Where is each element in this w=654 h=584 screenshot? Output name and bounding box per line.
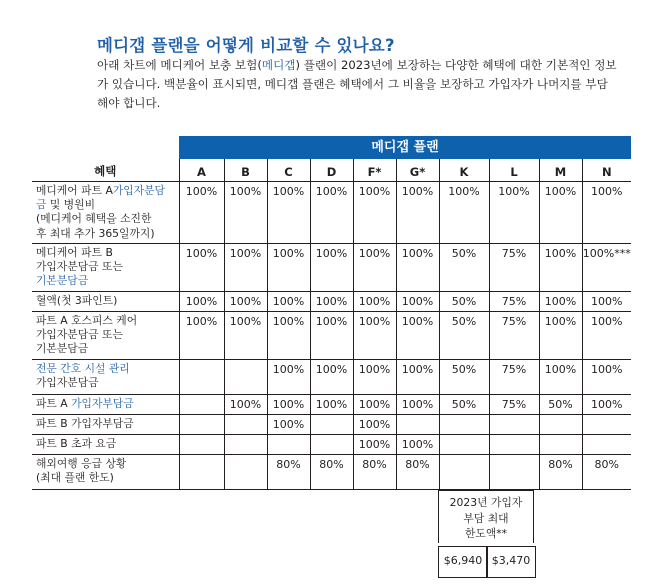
coverage-cell [224, 454, 267, 489]
coverage-cell: 100% [353, 359, 396, 394]
coverage-cell: 100% [539, 244, 582, 292]
plan-header: L [489, 159, 539, 182]
coverage-cell: 100% [582, 292, 631, 312]
coverage-cell: 100% [267, 414, 310, 434]
comparison-table [32, 159, 631, 490]
intro-text-2: ) 플랜이 2023년에 보장하는 다양한 혜택에 대한 기본적인 정보가 있습니다. 백분율이 표시되면, 메디갭 플랜은 혜택에서 그 비율을 보장하고 가입자가 나머지를 부담해야 합니다. [97, 58, 617, 110]
benefit-label [32, 394, 179, 414]
benefit-label [32, 434, 179, 454]
plan-header: B [224, 159, 267, 182]
coverage-cell: 100% [539, 359, 582, 394]
intro-text-1: 아래 차트에 메디케어 보충 보험( [97, 58, 262, 72]
coverage-cell: 75% [489, 312, 539, 360]
benefit-label-part: 기본분담금 [36, 342, 89, 356]
coverage-cell: 100% [353, 312, 396, 360]
plans-banner: 메디갭 플랜 [179, 136, 631, 159]
coverage-cell [582, 414, 631, 434]
coverage-cell: 100% [353, 394, 396, 414]
benefit-label-part: 가입자분담금 또는 [36, 328, 123, 342]
oop-note-line: 한도액** [464, 527, 508, 540]
coverage-cell: 80% [353, 454, 396, 489]
coverage-cell: 100% [179, 292, 224, 312]
benefit-label-part: (메디케어 혜택을 소진한 [36, 212, 152, 226]
coverage-cell [539, 414, 582, 434]
coverage-cell: 100%*** [582, 244, 631, 292]
benefit-label [32, 244, 179, 292]
coverage-cell: 100% [353, 244, 396, 292]
coverage-cell: 75% [489, 244, 539, 292]
coverage-cell: 100% [267, 359, 310, 394]
benefit-label-part: 파트 A [36, 396, 72, 410]
benefit-label-part: 기본분담금 [36, 274, 89, 288]
coverage-cell: 100% [224, 312, 267, 360]
benefit-label-part: 메디케어 파트 A [36, 184, 113, 197]
benefit-label-part: 전문 간호 시설 관리 [36, 361, 130, 375]
coverage-cell: 50% [439, 394, 489, 414]
coverage-cell: 100% [310, 182, 353, 244]
coverage-cell: 100% [396, 312, 439, 360]
coverage-cell: 100% [224, 182, 267, 244]
coverage-cell: 100% [224, 244, 267, 292]
plan-header: A [179, 159, 224, 182]
coverage-cell: 100% [310, 359, 353, 394]
coverage-cell [489, 434, 539, 454]
oop-amount-k: $6,940 [438, 546, 488, 578]
coverage-cell: 100% [310, 394, 353, 414]
coverage-cell: 100% [539, 292, 582, 312]
coverage-cell: 100% [267, 182, 310, 244]
benefit-label [32, 182, 179, 244]
benefit-label-part: 파트 B 가입자부담금 [36, 416, 134, 430]
benefit-label-part: 및 병원비 [46, 198, 96, 212]
plan-header: F* [353, 159, 396, 182]
plan-header: G* [396, 159, 439, 182]
coverage-cell [582, 434, 631, 454]
benefit-row [32, 414, 631, 434]
benefit-label [32, 454, 179, 489]
coverage-cell: 100% [396, 434, 439, 454]
plan-header: D [310, 159, 353, 182]
benefit-label-part: 파트 A 호스피스 케어 [36, 314, 138, 327]
plan-header: N [582, 159, 631, 182]
coverage-cell: 100% [179, 312, 224, 360]
coverage-cell: 100% [396, 292, 439, 312]
page-title: 메디갭 플랜을 어떻게 비교할 수 있나요? [97, 36, 395, 55]
coverage-cell: 100% [539, 182, 582, 244]
coverage-cell: 100% [267, 312, 310, 360]
coverage-cell: 100% [267, 244, 310, 292]
benefit-row [32, 434, 631, 454]
coverage-cell: 100% [310, 244, 353, 292]
coverage-cell: 100% [267, 394, 310, 414]
benefit-row [32, 182, 631, 244]
coverage-cell: 100% [539, 312, 582, 360]
coverage-cell: 100% [582, 359, 631, 394]
coverage-cell: 80% [310, 454, 353, 489]
oop-note-line: 2023년 가입자 [449, 496, 523, 509]
intro-highlight: 메디갭 [261, 58, 296, 72]
coverage-cell: 100% [582, 394, 631, 414]
intro-paragraph [97, 56, 617, 113]
coverage-cell: 50% [439, 244, 489, 292]
benefit-header: 혜택 [32, 159, 179, 182]
benefit-label-part: 후 최대 추가 365일까지) [36, 226, 155, 240]
coverage-cell: 100% [439, 182, 489, 244]
coverage-cell: 100% [489, 182, 539, 244]
coverage-cell: 50% [539, 394, 582, 414]
coverage-cell [539, 434, 582, 454]
benefit-label-part: (최대 플랜 한도) [36, 470, 114, 484]
coverage-cell: 100% [353, 414, 396, 434]
benefit-label-part: 혈액(첫 3파인트) [36, 294, 118, 307]
benefit-label-part: 가입자분담금 [36, 184, 165, 212]
benefit-label [32, 359, 179, 394]
coverage-cell [179, 394, 224, 414]
coverage-cell: 75% [489, 394, 539, 414]
plan-header: M [539, 159, 582, 182]
coverage-cell: 80% [539, 454, 582, 489]
coverage-cell: 80% [267, 454, 310, 489]
coverage-cell: 50% [439, 292, 489, 312]
oop-note-line: 부담 최대 [463, 511, 509, 525]
benefit-row [32, 394, 631, 414]
oop-limit-note [438, 490, 534, 543]
coverage-cell [224, 434, 267, 454]
benefit-label [32, 414, 179, 434]
coverage-cell: 100% [582, 312, 631, 360]
benefit-label-part: 해외여행 응급 상황 [36, 456, 127, 470]
plan-header: C [267, 159, 310, 182]
coverage-cell: 75% [489, 292, 539, 312]
benefit-label-part: 가입자부담금 [71, 396, 134, 410]
coverage-cell [179, 434, 224, 454]
coverage-cell [179, 454, 224, 489]
coverage-cell: 100% [179, 244, 224, 292]
coverage-cell [179, 359, 224, 394]
coverage-cell: 50% [439, 359, 489, 394]
benefit-label-part: 가입자분담금 [36, 375, 99, 389]
coverage-cell: 100% [396, 359, 439, 394]
benefit-label [32, 292, 179, 312]
benefit-row [32, 244, 631, 292]
coverage-cell: 100% [224, 292, 267, 312]
coverage-cell: 100% [267, 292, 310, 312]
coverage-cell: 100% [396, 182, 439, 244]
coverage-cell: 100% [224, 394, 267, 414]
coverage-cell [224, 359, 267, 394]
benefit-label [32, 312, 179, 360]
coverage-cell: 100% [353, 292, 396, 312]
coverage-cell: 75% [489, 359, 539, 394]
coverage-cell: 100% [396, 244, 439, 292]
coverage-cell: 100% [353, 434, 396, 454]
coverage-cell: 100% [353, 182, 396, 244]
coverage-cell: 100% [179, 182, 224, 244]
coverage-cell [439, 434, 489, 454]
coverage-cell [267, 434, 310, 454]
coverage-cell [489, 414, 539, 434]
benefit-row [32, 292, 631, 312]
coverage-cell [179, 414, 224, 434]
coverage-cell: 100% [582, 182, 631, 244]
benefit-row [32, 312, 631, 360]
coverage-cell [396, 414, 439, 434]
coverage-cell [439, 414, 489, 434]
coverage-cell [439, 454, 489, 489]
coverage-cell: 80% [396, 454, 439, 489]
coverage-cell: 100% [310, 312, 353, 360]
coverage-cell [224, 414, 267, 434]
benefit-label-part: 메디케어 파트 B [36, 246, 113, 259]
coverage-cell: 80% [582, 454, 631, 489]
coverage-cell [310, 414, 353, 434]
coverage-cell: 100% [396, 394, 439, 414]
coverage-cell: 100% [310, 292, 353, 312]
benefit-label-part: 파트 B 초과 요금 [36, 436, 117, 450]
coverage-cell [310, 434, 353, 454]
plan-header: K [439, 159, 489, 182]
coverage-cell [489, 454, 539, 489]
benefit-row [32, 359, 631, 394]
coverage-cell: 50% [439, 312, 489, 360]
benefit-label-part: 가입자분담금 또는 [36, 260, 123, 274]
benefit-row [32, 454, 631, 489]
oop-amount-l: $3,470 [486, 546, 536, 578]
